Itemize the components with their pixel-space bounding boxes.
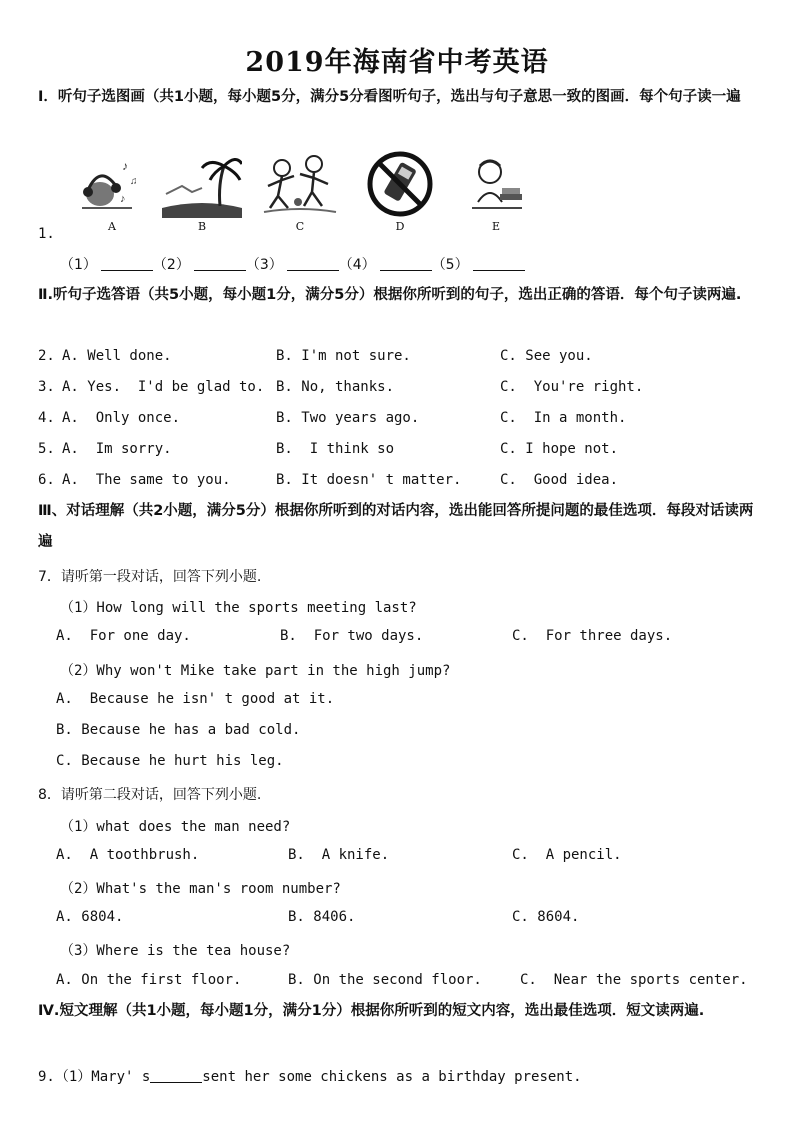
q8-sub2-question: （2）What's the man's room number? bbox=[60, 881, 341, 897]
blank-1-label: （1） bbox=[60, 257, 97, 273]
q8-sub3-option-c[interactable]: C. Near the sports center. bbox=[520, 972, 748, 988]
q8-sub1-option-c[interactable]: C. A pencil. bbox=[512, 847, 622, 863]
headphones-music-icon bbox=[72, 150, 152, 218]
q2-option-b[interactable]: B. I'm not sure. bbox=[276, 348, 411, 364]
q3-option-c[interactable]: C. You're right. bbox=[500, 379, 644, 395]
section4-heading: Ⅳ.短文理解（共1小题，每小题1分，满分1分）根据你所听到的短文内容，选出最佳选项．短文读两遍. bbox=[38, 1003, 705, 1019]
picture-b[interactable] bbox=[162, 150, 242, 236]
picture-e-label: E bbox=[491, 220, 501, 233]
picture-d[interactable] bbox=[360, 150, 440, 236]
q2-number: 2. bbox=[38, 348, 55, 364]
no-phone-icon bbox=[360, 150, 440, 218]
q4-option-a[interactable]: A. Only once. bbox=[62, 410, 181, 426]
q6-option-b[interactable]: B. It doesn' t matter. bbox=[276, 472, 462, 488]
blank-5[interactable] bbox=[473, 256, 525, 271]
q9-line bbox=[38, 1066, 582, 1086]
picture-c-label: C bbox=[295, 220, 305, 233]
q3-option-a[interactable]: A. Yes. I'd be glad to. bbox=[62, 379, 265, 395]
q6-number: 6. bbox=[38, 472, 55, 488]
blank-1[interactable] bbox=[101, 256, 153, 271]
q4-number: 4. bbox=[38, 410, 55, 426]
q1-answer-row bbox=[60, 254, 525, 274]
blank-2[interactable] bbox=[194, 256, 246, 271]
q8-sub2-option-a[interactable]: A. 6804. bbox=[56, 909, 124, 925]
student-reading-icon bbox=[456, 150, 536, 218]
blank-3-label: （3） bbox=[245, 257, 283, 273]
picture-d-label: D bbox=[395, 220, 405, 233]
kids-playing-icon bbox=[260, 150, 340, 218]
q8-sub3-question: （3）Where is the tea house? bbox=[60, 943, 291, 959]
section3-heading: Ⅲ、对话理解（共2小题，满分5分）根据你所听到的对话内容，选出能回答所提问题的最佳选项．每段对话读两遍 bbox=[38, 503, 754, 550]
q5-number: 5. bbox=[38, 441, 55, 457]
q9-text-before: 9.（1）Mary' s bbox=[38, 1069, 151, 1085]
picture-c[interactable] bbox=[260, 150, 340, 236]
q7-sub1-option-c[interactable]: C. For three days. bbox=[512, 628, 673, 644]
q8-sub1-question: （1）what does the man need? bbox=[60, 819, 291, 835]
q8-sub3-option-b[interactable]: B. On the second floor. bbox=[288, 972, 482, 988]
q7-sub2-option-a[interactable]: A. Because he isn' t good at it. bbox=[56, 691, 335, 707]
svg-text:♪: ♪ bbox=[120, 193, 126, 205]
q7-sub1-option-a[interactable]: A. For one day. bbox=[56, 628, 191, 644]
q3-number: 3. bbox=[38, 379, 55, 395]
q7-sub1-question: （1）How long will the sports meeting last? bbox=[60, 600, 417, 616]
q8-sub3-option-a[interactable]: A. On the first floor. bbox=[56, 972, 242, 988]
q8-sub1-option-a[interactable]: A. A toothbrush. bbox=[56, 847, 200, 863]
q7-sub2-option-c[interactable]: C. Because he hurt his leg. bbox=[56, 753, 284, 769]
q7-intro: 7．请听第一段对话，回答下列小题. bbox=[38, 569, 262, 585]
q7-sub2-option-b[interactable]: B. Because he has a bad cold. bbox=[56, 722, 301, 738]
q6-option-a[interactable]: A. The same to you. bbox=[62, 472, 231, 488]
q9-text-after: sent her some chickens as a birthday present. bbox=[202, 1069, 582, 1085]
q8-sub2-option-c[interactable]: C. 8604. bbox=[512, 909, 580, 925]
blank-2-label: （2） bbox=[152, 257, 190, 273]
section1-heading: I．听句子选图画（共1小题，每小题5分，满分5分看图听句子，选出与句子意思一致的图画．每个句子读一遍 bbox=[38, 89, 741, 105]
picture-e[interactable] bbox=[456, 150, 536, 236]
q5-option-b[interactable]: B. I think so bbox=[276, 441, 395, 457]
q4-option-b[interactable]: B. Two years ago. bbox=[276, 410, 420, 426]
picture-b-label: B bbox=[197, 220, 207, 233]
q5-option-a[interactable]: A. Im sorry. bbox=[62, 441, 172, 457]
q9-blank[interactable] bbox=[150, 1068, 202, 1083]
beach-palm-icon bbox=[162, 150, 242, 218]
q3-option-b[interactable]: B. No, thanks. bbox=[276, 379, 395, 395]
q8-sub2-option-b[interactable]: B. 8406. bbox=[288, 909, 356, 925]
q5-option-c[interactable]: C. I hope not. bbox=[500, 441, 619, 457]
q2-option-c[interactable]: C. See you. bbox=[500, 348, 593, 364]
picture-a-label: A bbox=[108, 220, 116, 233]
svg-text:♫: ♫ bbox=[130, 176, 138, 187]
q8-intro: 8．请听第二段对话，回答下列小题. bbox=[38, 787, 262, 803]
q7-sub1-option-b[interactable]: B. For two days. bbox=[280, 628, 424, 644]
q1-number: 1. bbox=[38, 226, 55, 242]
q7-sub2-question: （2）Why won't Mike take part in the high jump? bbox=[60, 663, 451, 679]
q4-option-c[interactable]: C. In a month. bbox=[500, 410, 627, 426]
q2-option-a[interactable]: A. Well done. bbox=[62, 348, 172, 364]
blank-3[interactable] bbox=[287, 256, 339, 271]
blank-4[interactable] bbox=[380, 256, 432, 271]
picture-a[interactable] bbox=[72, 150, 152, 236]
svg-text:♪: ♪ bbox=[122, 159, 128, 173]
q6-option-c[interactable]: C. Good idea. bbox=[500, 472, 619, 488]
blank-4-label: （4） bbox=[338, 257, 376, 273]
page-title: 2019年海南省中考英语 bbox=[245, 47, 549, 78]
section2-heading: Ⅱ.听句子选答语（共5小题，每小题1分，满分5分）根据你所听到的句子，选出正确的答语．每个句子读两遍. bbox=[38, 287, 742, 303]
q8-sub1-option-b[interactable]: B. A knife. bbox=[288, 847, 390, 863]
blank-5-label: （5） bbox=[431, 257, 469, 273]
